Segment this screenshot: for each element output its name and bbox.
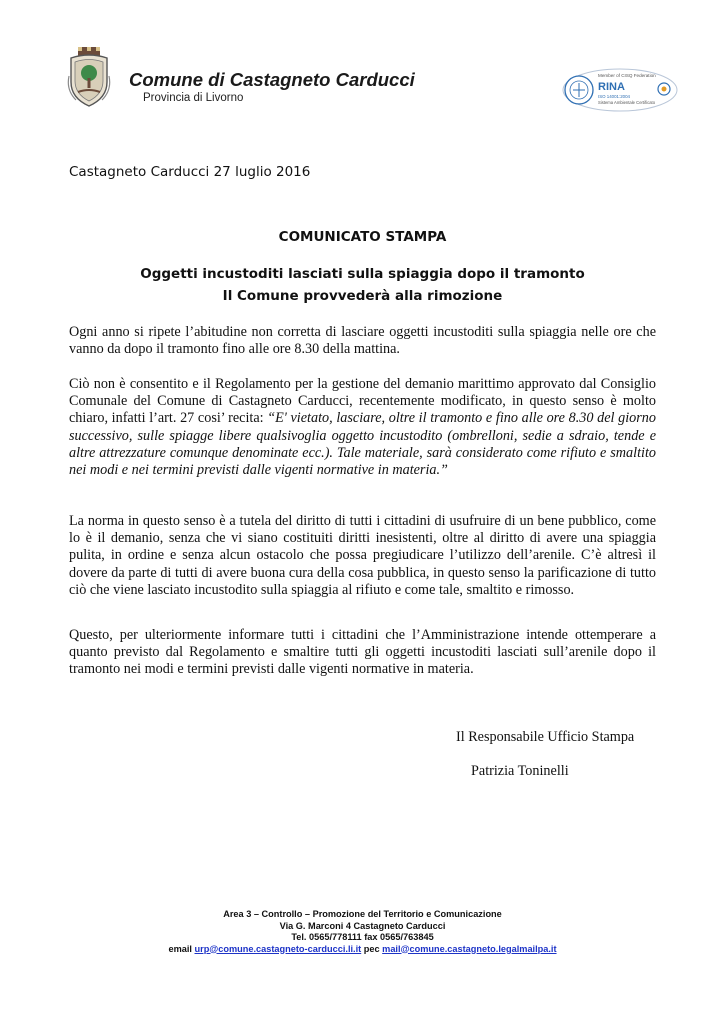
footer-contacts — [0, 944, 725, 956]
pec-link[interactable]: mail@comune.castagneto.legalmailpa.it — [382, 943, 557, 954]
svg-text:Member of CISQ Federation: Member of CISQ Federation — [598, 73, 656, 78]
body-paragraph-4: Questo, per ulteriormente informare tutti i cittadini che l’Amministrazione intende ottemperare a quanto previsto dal Regolamento e smaltire tutti gli oggetti incustoditi lasciati sull’arenile dopo il tramonto nei modi e termini previsti dalle vigenti normative in materia. — [69, 627, 656, 678]
footer — [0, 909, 725, 955]
email-label: email — [168, 943, 195, 954]
headline-line-2: Il Comune provvederà alla rimozione — [222, 288, 503, 304]
svg-text:Sistema Ambientale Certificato: Sistema Ambientale Certificato — [598, 100, 656, 105]
body-paragraph-3: La norma in questo senso è a tutela del diritto di tutti i cittadini di usufruire di un bene pubblico, come lo è il demanio, senza che vi siano costituiti diritti inesistenti, oltre al diritto di avere una spiaggia pulita, in ordine e senza alcun ostacolo che possa pregiudicare l’utilizzo dell’arenile. C’è altresì il dovere da parte di tutti di avere buona cura della cosa pubblica, in questo senso la parificazione di tutto ciò che viene lasciato incustodito sulla spiaggia al rifiuto e come tale, smaltito e rimosso. — [69, 513, 656, 598]
svg-text:ISO 14001:2004: ISO 14001:2004 — [598, 94, 630, 99]
organization-province: Provincia di Livorno — [143, 92, 244, 104]
organization-name: Comune di Castagneto Carducci — [129, 69, 415, 90]
regulation-quote: “E' vietato, lasciare, oltre il tramonto e fino alle ore 8.30 del giorno successivo, sulle spiagge libere qualsivoglia oggetto incustodito (ombrelloni, sedie a sdraio, tende e altre attrezzature comunque denominate ecc.). Tale materiale, sarà considerato come rifiuto e smaltito nei modi e nei termini previsti dalle vigenti normative in materia.” — [69, 410, 656, 479]
press-release-title: COMUNICATO STAMPA — [278, 229, 447, 245]
paragraph-2-text: Ciò non è consentito e il Regolamento per la gestione del demanio marittimo approvato dal Consiglio Comunale del Comune di Castagneto Carducci, recentemente modificato, in questo senso è molto chiaro, infatti l’art. 27 cosi’ recita: — [69, 376, 656, 427]
email-link[interactable]: urp@comune.castagneto-carducci.li.it — [194, 943, 362, 954]
rina-certification-logo — [562, 68, 678, 112]
footer-address: Via G. Marconi 4 Castagneto Carducci — [279, 920, 446, 931]
pec-label: pec — [361, 943, 383, 954]
release-date: Castagneto Carducci 27 luglio 2016 — [69, 164, 311, 180]
footer-phone: Tel. 0565/778111 fax 0565/763845 — [291, 932, 434, 942]
coat-of-arms-icon — [66, 46, 112, 108]
headline-line-1: Oggetti incustoditi lasciati sulla spiaggia dopo il tramonto — [140, 266, 585, 282]
signature-name: Patrizia Toninelli — [471, 763, 569, 779]
footer-department: Area 3 – Controllo – Promozione del Territorio e Comunicazione — [223, 909, 502, 919]
body-paragraph-1: Ogni anno si ripete l’abitudine non corretta di lasciare oggetti incustoditi sulla spiaggia nelle ore che vanno da dopo il tramonto fino alle ore 8.30 della mattina. — [69, 324, 656, 358]
svg-text:RINA: RINA — [598, 81, 625, 93]
signature-role: Il Responsabile Ufficio Stampa — [456, 729, 635, 745]
body-paragraph-2 — [69, 376, 656, 479]
